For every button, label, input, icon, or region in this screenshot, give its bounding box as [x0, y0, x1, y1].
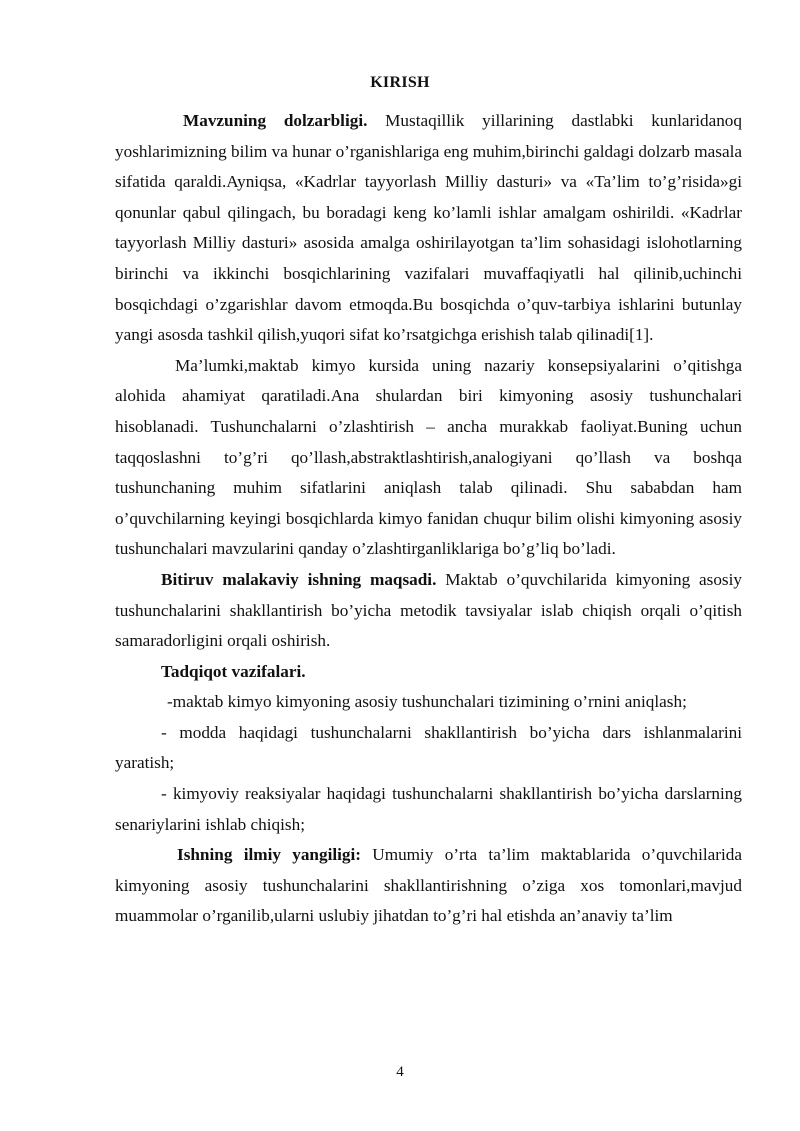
heading-tasks: Tadqiqot vazifalari. [161, 661, 306, 681]
list-item [115, 687, 742, 718]
list-item [115, 718, 742, 779]
paragraph-text: Mustaqillik yillarining dastlabki kunlaridanoq yoshlarimizning bilim va hunar o’rganishlariga eng muhim,birinchi galdagi dolzarb masala sifatida qaraldi.Ayniqsa, «Kadrlar tayyorlash Milliy dasturi» va «Ta’lim to’g’risida»gi qonunlar qabul qilingach, bu boradagi keng ko’lamli ishlar amalgam oshirildi. «Kadrlar tayyorlash Milliy dasturi» asosida amalga oshirilayotgan ta’lim sohasidagi islohotlarning birinchi va ikkinchi bosqichlarining vazifalari muvaffaqiyatli hal qilinib,uchinchi bosqichdagi o’zgarishlar davom etmoqda.Bu bosqichda o’quv-tarbiya ishlarini butunlay yangi asosda tashkil qilish,yuqori sifat ko’rsatgichga erishish talab qilinadi[1]. [115, 111, 742, 345]
page-number: 4 [396, 1064, 404, 1080]
list-item-text: - kimyoviy reaksiyalar haqidagi tushunchalarni shakllantirish bo’yicha darslarning senariylarini ishlab chiqish; [115, 784, 742, 834]
paragraph-text: Maktab o’quvchilarida kimyoning asosiy tushunchalarini shakllantirish bo’yicha metodik tavsiyalar islab chiqish orqali o’qitish samaradorligini orqali oshirish. [115, 569, 742, 651]
list-item [115, 779, 742, 840]
body-text [115, 106, 742, 932]
heading-goal: Bitiruv malakaviy ishning maqsadi. [161, 569, 437, 589]
paragraph-concepts [115, 351, 742, 565]
heading-relevance: Mavzuning dolzarbligi. [183, 111, 368, 130]
page-title: KIRISH [370, 74, 430, 91]
list-item-text: -maktab kimyo kimyoning asosiy tushunchalari tizimining o’rnini aniqlash; [167, 692, 687, 712]
paragraph-text: Ma’lumki,maktab kimyo kursida uning nazariy konsepsiyalarini o’qitishga alohida ahamiyat qaratiladi.Ana shulardan biri kimyoning asosiy tushunchalari hisoblanadi. Tushunchalarni o’zlashtirish – ancha murakkab faoliyat.Buning uchun taqqoslashni to’g’ri qo’llash,abstraktlashtirish,analogiyani qo’llash va boshqa tushunchaning muhim sifatlarini aniqlash talab qilinadi. Shu sababdan ham o’quvchilarning keyingi bosqichlarda kimyo fanidan chuqur bilim olishi kimyoning asosiy tushunchalari mavzularini qanday o’zlashtirganliklariga bo’g’liq bo’ladi. [115, 355, 742, 559]
paragraph-text: Umumiy o’rta ta’lim maktablarida o’quvchilarida kimyoning asosiy tushunchalarini shakllantirishning o’ziga xos tomonlari,mavjud muammolar o’rganilib,ularni uslubiy jihatdan to’g’ri hal etishda an’anaviy ta’lim [115, 845, 742, 926]
list-item-text: - modda haqidagi tushunchalarni shakllantirish bo’yicha dars ishlanmalarini yaratish; [115, 722, 742, 773]
paragraph-novelty [115, 840, 742, 932]
paragraph-goal [115, 565, 742, 657]
paragraph-relevance [115, 106, 742, 351]
paragraph-tasks-heading [115, 657, 742, 688]
heading-novelty: Ishning ilmiy yangiligi: [177, 845, 361, 865]
